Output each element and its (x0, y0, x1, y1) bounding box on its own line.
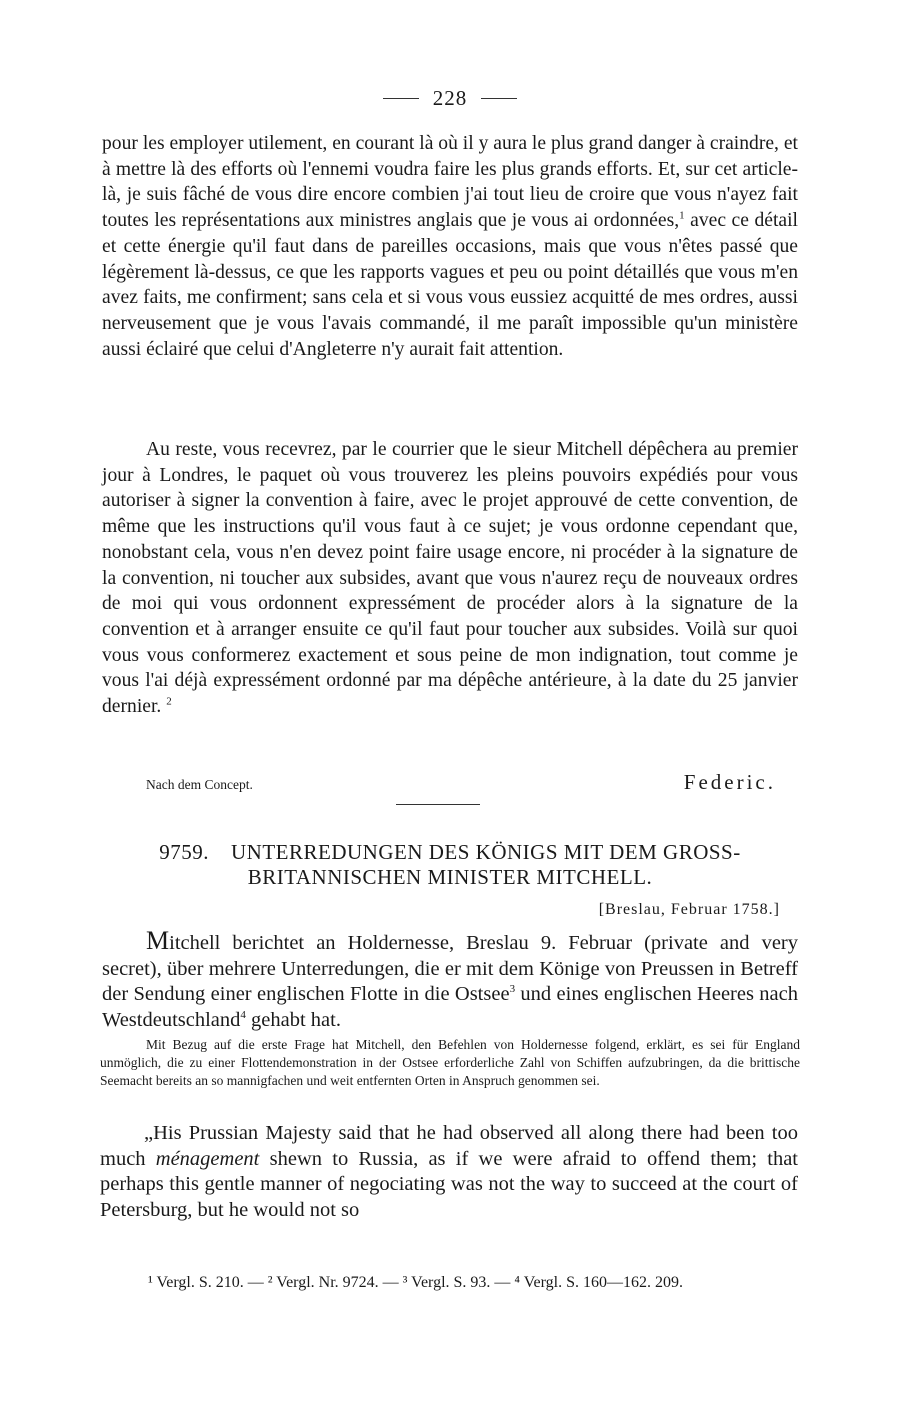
paragraph-text: Au reste, vous recevrez, par le courrier que le sieur Mitchell dépêchera au premier jour à Londres, le paquet où vous trouverez les pleins pouvoirs expédiés pour vous autoriser à signer la convention à faire, avec le projet approuvé de cette convention, de même que les instructions qu'il vous faut à ce sujet; je vous ordonne cependant que, nonobstant cela, vous n'en devez point faire usage encore, ni procéder à la signature de la convention, ni toucher aux subsides, avant que vous n'aurez reçu de nouveaux ordres de moi qui vous ordonnent expressément de procéder alors à la signature de la convention et à arranger ensuite ce qu'il faut pour toucher aux subsides. Voilà sur quoi vous vous conformerez exactement et sous peine de mon indignation, tout comme je vous l'ai déjà expressément ordonné par ma dépêche antérieure, à la date du 25 janvier dernier. (102, 439, 798, 718)
paragraph-text: avec ce détail et cette énergie qu'il faut dans de pareilles occasions, mais que vous n'êtes passé que légèrement là-dessus, ce que les rapports vagues et peu ou point détaillés que vous m'en avez faits, me confirment; sans cela et si vous vous eussiez acquitté de mes ordres, aussi nerveusement que je vous l'avais commandé, il me paraît impossible qu'un ministère aussi éclairé que celui d'Angleterre n'y aurait fait attention. (102, 210, 798, 360)
paragraph-text: „His Prussian Majesty said that he had observed all along there had been too much (100, 1122, 798, 1170)
initial-letter: M (146, 926, 170, 955)
letter-paragraph-1 (102, 131, 798, 362)
paragraph-text: pour les employer utilement, en courant là où il y aura le plus grand danger à craindre, et à mettre là des efforts où l'ennemi voudra faire les plus grands efforts. Et, sur cet article-là, je suis fâché de vous dire encore combien j'ai tout lieu de croire que vous n'ayez fait toutes les représentations aux ministres anglais que je vous ai ordonnées, (102, 133, 798, 232)
header-dash-right (481, 98, 517, 99)
header-dash-left (383, 98, 419, 99)
quotation-paragraph (100, 1121, 798, 1224)
summary-note: Mit Bezug auf die erste Frage hat Mitchell, den Befehlen von Holdernesse folgend, erklärt, es sei für England unmöglich, die zu einer Flottendemonstration in der Ostsee erforderliche Zahl von Schiffen aufzubringen, da die brittische Seemacht bereits an so mannigfachen und weit entfernten Orten in Anspruch genommen sei. (100, 1037, 800, 1088)
section-divider (396, 804, 480, 805)
paragraph-text: gehabt hat. (245, 1009, 341, 1032)
document-number: 9759. (159, 840, 210, 864)
letter-paragraph-2 (102, 437, 798, 720)
footnote-ref: 4 (240, 1009, 246, 1022)
heading-line-1: UNTERREDUNGEN DES KÖNIGS MIT DEM GROSS- (231, 840, 741, 864)
page-header (0, 86, 900, 111)
paragraph-text: und eines englischen Heeres nach Westdeutschland (102, 983, 798, 1032)
report-paragraph (102, 928, 798, 1034)
closing-row (146, 770, 776, 795)
source-note: Nach dem Concept. (146, 777, 253, 792)
footnote-ref: 1 (679, 209, 685, 222)
paragraph-text: shewn to Russia, as if we were afraid to offend them; that perhaps this gentle manner of negociating was not the way to succeed at the court of Petersburg, but he would not so (100, 1147, 798, 1222)
footnote-ref: 3 (509, 983, 516, 996)
document-heading (102, 840, 798, 890)
signature: Federic. (683, 770, 776, 794)
italic-term: ménagement (155, 1147, 260, 1170)
paragraph-text: itchell berichtet an Holdernesse, Breslau 9. Februar (private and very secret), über mehrere Unterredungen, die er mit dem Könige von Preussen in Betreff der Sendung einer englischen Flotte in die Ostsee (102, 932, 798, 1006)
heading-line-2: BRITANNISCHEN MINISTER MITCHELL. (247, 865, 653, 889)
dateline: [Breslau, Februar 1758.] (598, 901, 780, 918)
page-number: 228 (432, 86, 468, 110)
footnote-ref: 2 (166, 695, 172, 708)
footnotes: ¹ Vergl. S. 210. — ² Vergl. Nr. 9724. — ³ Vergl. S. 93. — ⁴ Vergl. S. 160—162. 209. (148, 1274, 683, 1291)
